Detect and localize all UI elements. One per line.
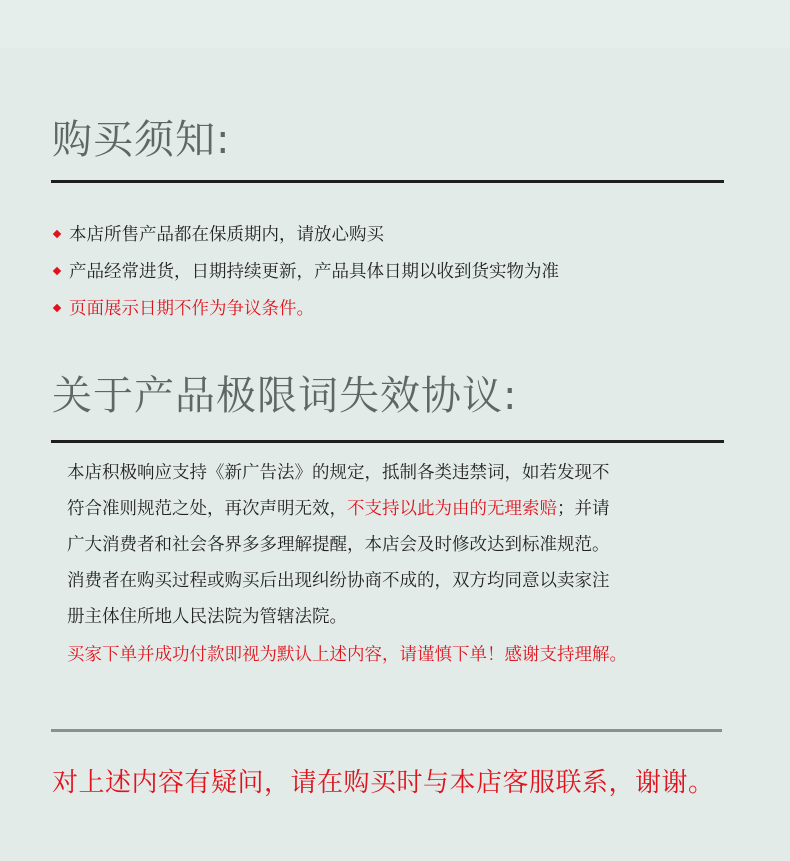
list-item xyxy=(54,222,559,259)
list-item xyxy=(54,296,559,333)
agreement-highlight: 不支持以此为由的无理索赔 xyxy=(347,499,557,519)
list-item xyxy=(54,259,559,296)
agreement-line: 消费者在购买过程或购买后出现纠纷协商不成的，双方均同意以卖家注 xyxy=(67,571,610,591)
purchase-notice-title: 购买须知: xyxy=(52,117,231,163)
divider-rule xyxy=(51,440,724,443)
list-item-text: 本店所售产品都在保质期内，请放心购买 xyxy=(69,225,384,245)
agreement-line: 广大消费者和社会各界多多理解提醒，本店会及时修改达到标准规范。 xyxy=(67,535,610,555)
top-strip xyxy=(0,0,790,48)
agreement-line: 册主体住所地人民法院为管辖法院。 xyxy=(67,607,347,627)
list-item-text: 页面展示日期不作为争议条件。 xyxy=(69,299,314,319)
agreement-line xyxy=(67,491,717,527)
agreement-paragraph xyxy=(67,455,717,673)
diamond-bullet-icon xyxy=(53,304,61,312)
divider-rule xyxy=(51,180,724,183)
agreement-text: ；并请 xyxy=(557,499,610,519)
list-item-text: 产品经常进货，日期持续更新，产品具体日期以收到货实物为准 xyxy=(69,262,559,282)
purchase-notice-list xyxy=(54,222,559,333)
agreement-text: 符合准则规范之处，再次声明无效， xyxy=(67,499,347,519)
divider-rule xyxy=(51,729,722,732)
contact-notice: 对上述内容有疑问，请在购买时与本店客服联系，谢谢。 xyxy=(52,768,715,798)
agreement-title: 关于产品极限词失效协议: xyxy=(52,373,518,419)
diamond-bullet-icon xyxy=(53,267,61,275)
diamond-bullet-icon xyxy=(53,230,61,238)
agreement-line: 本店积极响应支持《新广告法》的规定，抵制各类违禁词，如若发现不 xyxy=(67,463,610,483)
agreement-warning: 买家下单并成功付款即视为默认上述内容，请谨慎下单！感谢支持理解。 xyxy=(67,645,627,665)
